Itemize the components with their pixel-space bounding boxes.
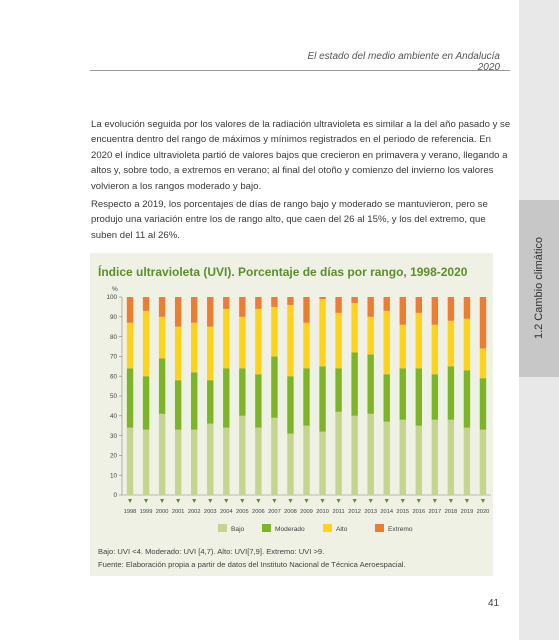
bar-extremo-2007 (271, 297, 277, 307)
bar-extremo-2010 (319, 297, 325, 299)
x-tick-label: 2003 (203, 509, 217, 515)
page-number: 41 (488, 598, 500, 609)
x-marker-arrow (160, 499, 164, 503)
bar-extremo-2005 (239, 297, 245, 317)
bar-bajo-2019 (464, 428, 470, 495)
bar-alto-2012 (351, 303, 357, 353)
x-marker-arrow (481, 499, 485, 503)
y-tick-label: 20 (109, 452, 117, 460)
bar-bajo-2017 (432, 420, 438, 495)
x-marker-arrow (369, 499, 373, 503)
bar-moderado-2017 (432, 374, 438, 420)
x-marker-arrow (256, 499, 260, 503)
x-marker-arrow (321, 499, 325, 503)
bar-moderado-2003 (207, 380, 213, 424)
x-tick-label: 2014 (380, 509, 394, 515)
bar-bajo-2007 (271, 418, 277, 495)
legend-label-alto: Alto (336, 526, 348, 533)
bar-bajo-2014 (384, 422, 390, 495)
y-tick-label: 100 (106, 294, 117, 302)
running-header: El estado del medio ambiente en Andalucía 2020 (307, 51, 500, 73)
bar-bajo-2006 (255, 428, 261, 495)
x-marker-arrow (208, 499, 212, 503)
bar-alto-2020 (480, 348, 486, 378)
x-tick-label: 2020 (476, 509, 490, 515)
bar-moderado-2020 (480, 378, 486, 429)
x-tick-label: 2010 (316, 509, 329, 515)
bar-extremo-2015 (400, 297, 406, 325)
bar-alto-2001 (175, 327, 181, 380)
x-marker-arrow (240, 499, 244, 503)
x-tick-label: 1998 (123, 509, 137, 515)
bar-moderado-2010 (319, 366, 325, 431)
bar-bajo-2005 (239, 416, 245, 495)
legend-label-bajo: Bajo (231, 526, 245, 533)
bar-extremo-2003 (207, 297, 213, 327)
bar-bajo-2020 (480, 430, 486, 495)
bar-extremo-1999 (143, 297, 149, 311)
bar-moderado-2012 (351, 352, 357, 415)
bar-bajo-2003 (207, 424, 213, 495)
y-tick-label: 90 (109, 314, 117, 321)
bar-extremo-2006 (255, 297, 261, 309)
bar-bajo-2009 (303, 426, 309, 495)
legend-label-moderado: Moderado (275, 526, 305, 533)
bar-alto-2004 (223, 309, 229, 368)
bar-moderado-2014 (384, 374, 390, 422)
x-tick-label: 2015 (396, 509, 410, 515)
x-marker-arrow (433, 499, 437, 503)
x-marker-arrow (176, 499, 180, 503)
bar-alto-2011 (335, 313, 341, 368)
bar-alto-2000 (159, 317, 165, 359)
y-tick-label: 10 (109, 472, 117, 480)
x-tick-label: 2011 (332, 509, 345, 515)
bar-moderado-2013 (367, 354, 373, 413)
bar-bajo-2013 (367, 414, 373, 495)
bar-extremo-2013 (367, 297, 373, 317)
bar-extremo-2008 (287, 297, 293, 305)
bar-extremo-2018 (448, 297, 454, 321)
bar-bajo-2018 (448, 420, 454, 495)
bar-extremo-2019 (464, 297, 470, 319)
legend-swatch-bajo (218, 524, 227, 532)
x-tick-label: 2017 (428, 509, 442, 515)
y-tick-label: 30 (109, 432, 117, 440)
x-marker-arrow (224, 499, 228, 503)
bar-moderado-2004 (223, 368, 229, 427)
bar-extremo-2001 (175, 297, 181, 327)
x-tick-label: 2000 (155, 509, 169, 515)
legend-swatch-extremo (375, 524, 384, 532)
x-tick-label: 2018 (444, 509, 458, 515)
bar-alto-2013 (367, 317, 373, 355)
x-marker-arrow (385, 499, 389, 503)
bar-alto-2010 (319, 299, 325, 366)
x-tick-label: 2013 (364, 509, 378, 515)
x-marker-arrow (144, 499, 148, 503)
y-tick-label: 0 (113, 492, 117, 500)
bar-moderado-2000 (159, 358, 165, 413)
bar-bajo-2016 (416, 426, 422, 495)
bar-extremo-2009 (303, 297, 309, 323)
x-tick-label: 2012 (348, 509, 361, 515)
bar-alto-2017 (432, 325, 438, 375)
bar-extremo-2011 (335, 297, 341, 313)
header-rule (90, 70, 510, 71)
stacked-bar-chart (90, 253, 493, 543)
bar-bajo-2008 (287, 434, 293, 495)
bar-bajo-2010 (319, 432, 325, 495)
bar-alto-2019 (464, 319, 470, 370)
x-marker-arrow (401, 499, 405, 503)
legend-label-extremo: Extremo (388, 526, 413, 533)
y-tick-label: 40 (109, 413, 117, 420)
bar-alto-2018 (448, 321, 454, 367)
bar-moderado-2005 (239, 368, 245, 416)
bar-extremo-1998 (127, 297, 133, 323)
bar-alto-1998 (127, 323, 133, 369)
bar-alto-2005 (239, 317, 245, 368)
bar-moderado-1998 (127, 368, 133, 427)
x-tick-label: 2004 (219, 509, 233, 515)
y-tick-label: 70 (109, 353, 117, 361)
bar-extremo-2017 (432, 297, 438, 325)
x-marker-arrow (305, 499, 309, 503)
bar-extremo-2000 (159, 297, 165, 317)
bar-extremo-2012 (351, 297, 357, 303)
legend-swatch-alto (323, 524, 332, 532)
bar-bajo-2012 (351, 416, 357, 495)
bar-bajo-2004 (223, 428, 229, 495)
paragraph-uv-comparison: Respecto a 2019, los porcentajes de días de rango bajo y moderado se mantuvieron, pero se produjo una variación entre los de rango alto, que caen del 26 al 15%, y los del extremo, que suben del 11 al 26%. (91, 199, 488, 241)
x-tick-label: 2008 (284, 509, 297, 515)
x-tick-label: 2019 (460, 509, 474, 515)
bar-bajo-2002 (191, 430, 197, 495)
x-marker-arrow (192, 499, 196, 503)
y-tick-label: 50 (109, 393, 117, 401)
y-axis-unit-label: % (112, 286, 118, 293)
bar-moderado-2016 (416, 368, 422, 425)
bar-moderado-2002 (191, 372, 197, 429)
x-marker-arrow (337, 499, 341, 503)
x-tick-label: 2016 (412, 509, 426, 515)
bar-alto-2002 (191, 323, 197, 373)
y-tick-label: 80 (109, 333, 117, 341)
x-marker-arrow (288, 499, 292, 503)
x-tick-label: 2005 (235, 509, 249, 515)
bar-alto-2009 (303, 323, 309, 369)
x-marker-arrow (417, 499, 421, 503)
bar-moderado-2019 (464, 370, 470, 427)
legend-swatch-moderado (262, 524, 271, 532)
x-tick-label: 2007 (268, 509, 281, 515)
bar-extremo-2014 (384, 297, 390, 311)
bar-bajo-1998 (127, 428, 133, 495)
bar-alto-2006 (255, 309, 261, 374)
x-marker-arrow (449, 499, 453, 503)
bar-extremo-2002 (191, 297, 197, 323)
bar-alto-2015 (400, 325, 406, 369)
bar-extremo-2004 (223, 297, 229, 309)
bar-alto-2014 (384, 311, 390, 374)
bar-moderado-2006 (255, 374, 261, 427)
bar-moderado-2009 (303, 368, 309, 425)
bar-alto-2008 (287, 305, 293, 376)
figure-source: Fuente: Elaboración propia a partir de datos del Instituto Nacional de Técnica Aeroespacial. (98, 560, 406, 569)
x-tick-label: 2006 (252, 509, 265, 515)
x-tick-label: 1999 (139, 509, 153, 515)
x-tick-label: 2009 (300, 509, 313, 515)
x-marker-arrow (272, 499, 276, 503)
bar-moderado-2001 (175, 380, 181, 430)
bar-bajo-2001 (175, 430, 181, 495)
bar-alto-2003 (207, 327, 213, 380)
bar-moderado-2018 (448, 366, 454, 419)
bar-alto-1999 (143, 311, 149, 376)
bar-bajo-2015 (400, 420, 406, 495)
chart-title: Índice ultravioleta (UVI). Porcentaje de días por rango, 1998-2020 (98, 265, 468, 279)
x-tick-label: 2002 (187, 509, 201, 515)
paragraph-uv-evolution: La evolución seguida por los valores de la radiación ultravioleta es similar a la del año pasado y se encuentra dentro del rango de máximos y mínimos registrados en el periodo de referencia. En 2020 el índice ultravioleta partió de valores bajos que crecieron en primavera y verano, llegando a altos y, sobre todo, a extremos en verano; al final del otoño y comienzo del invierno los valores volvieron a los rangos moderado y bajo. (91, 119, 511, 192)
bar-extremo-2020 (480, 297, 486, 348)
x-marker-arrow (353, 499, 357, 503)
bar-bajo-2011 (335, 412, 341, 495)
x-marker-arrow (465, 499, 469, 503)
figure-uv-chart (90, 253, 493, 576)
figure-note-ranges: Bajo: UVI <4. Moderado: UVI [4,7). Alto: UVI[7,9]. Extremo: UVI >9. (98, 547, 325, 556)
side-tab-label: 1.2 Cambio climático (533, 236, 545, 340)
bar-bajo-2000 (159, 414, 165, 495)
bar-moderado-2011 (335, 368, 341, 412)
y-tick-label: 60 (109, 373, 117, 381)
bar-alto-2007 (271, 307, 277, 357)
x-marker-arrow (128, 499, 132, 503)
bar-moderado-2008 (287, 376, 293, 433)
bar-extremo-2016 (416, 297, 422, 313)
bar-bajo-1999 (143, 430, 149, 495)
bar-alto-2016 (416, 313, 422, 368)
bar-moderado-2015 (400, 368, 406, 419)
bar-moderado-1999 (143, 376, 149, 429)
x-tick-label: 2001 (171, 509, 185, 515)
bar-moderado-2007 (271, 356, 277, 417)
